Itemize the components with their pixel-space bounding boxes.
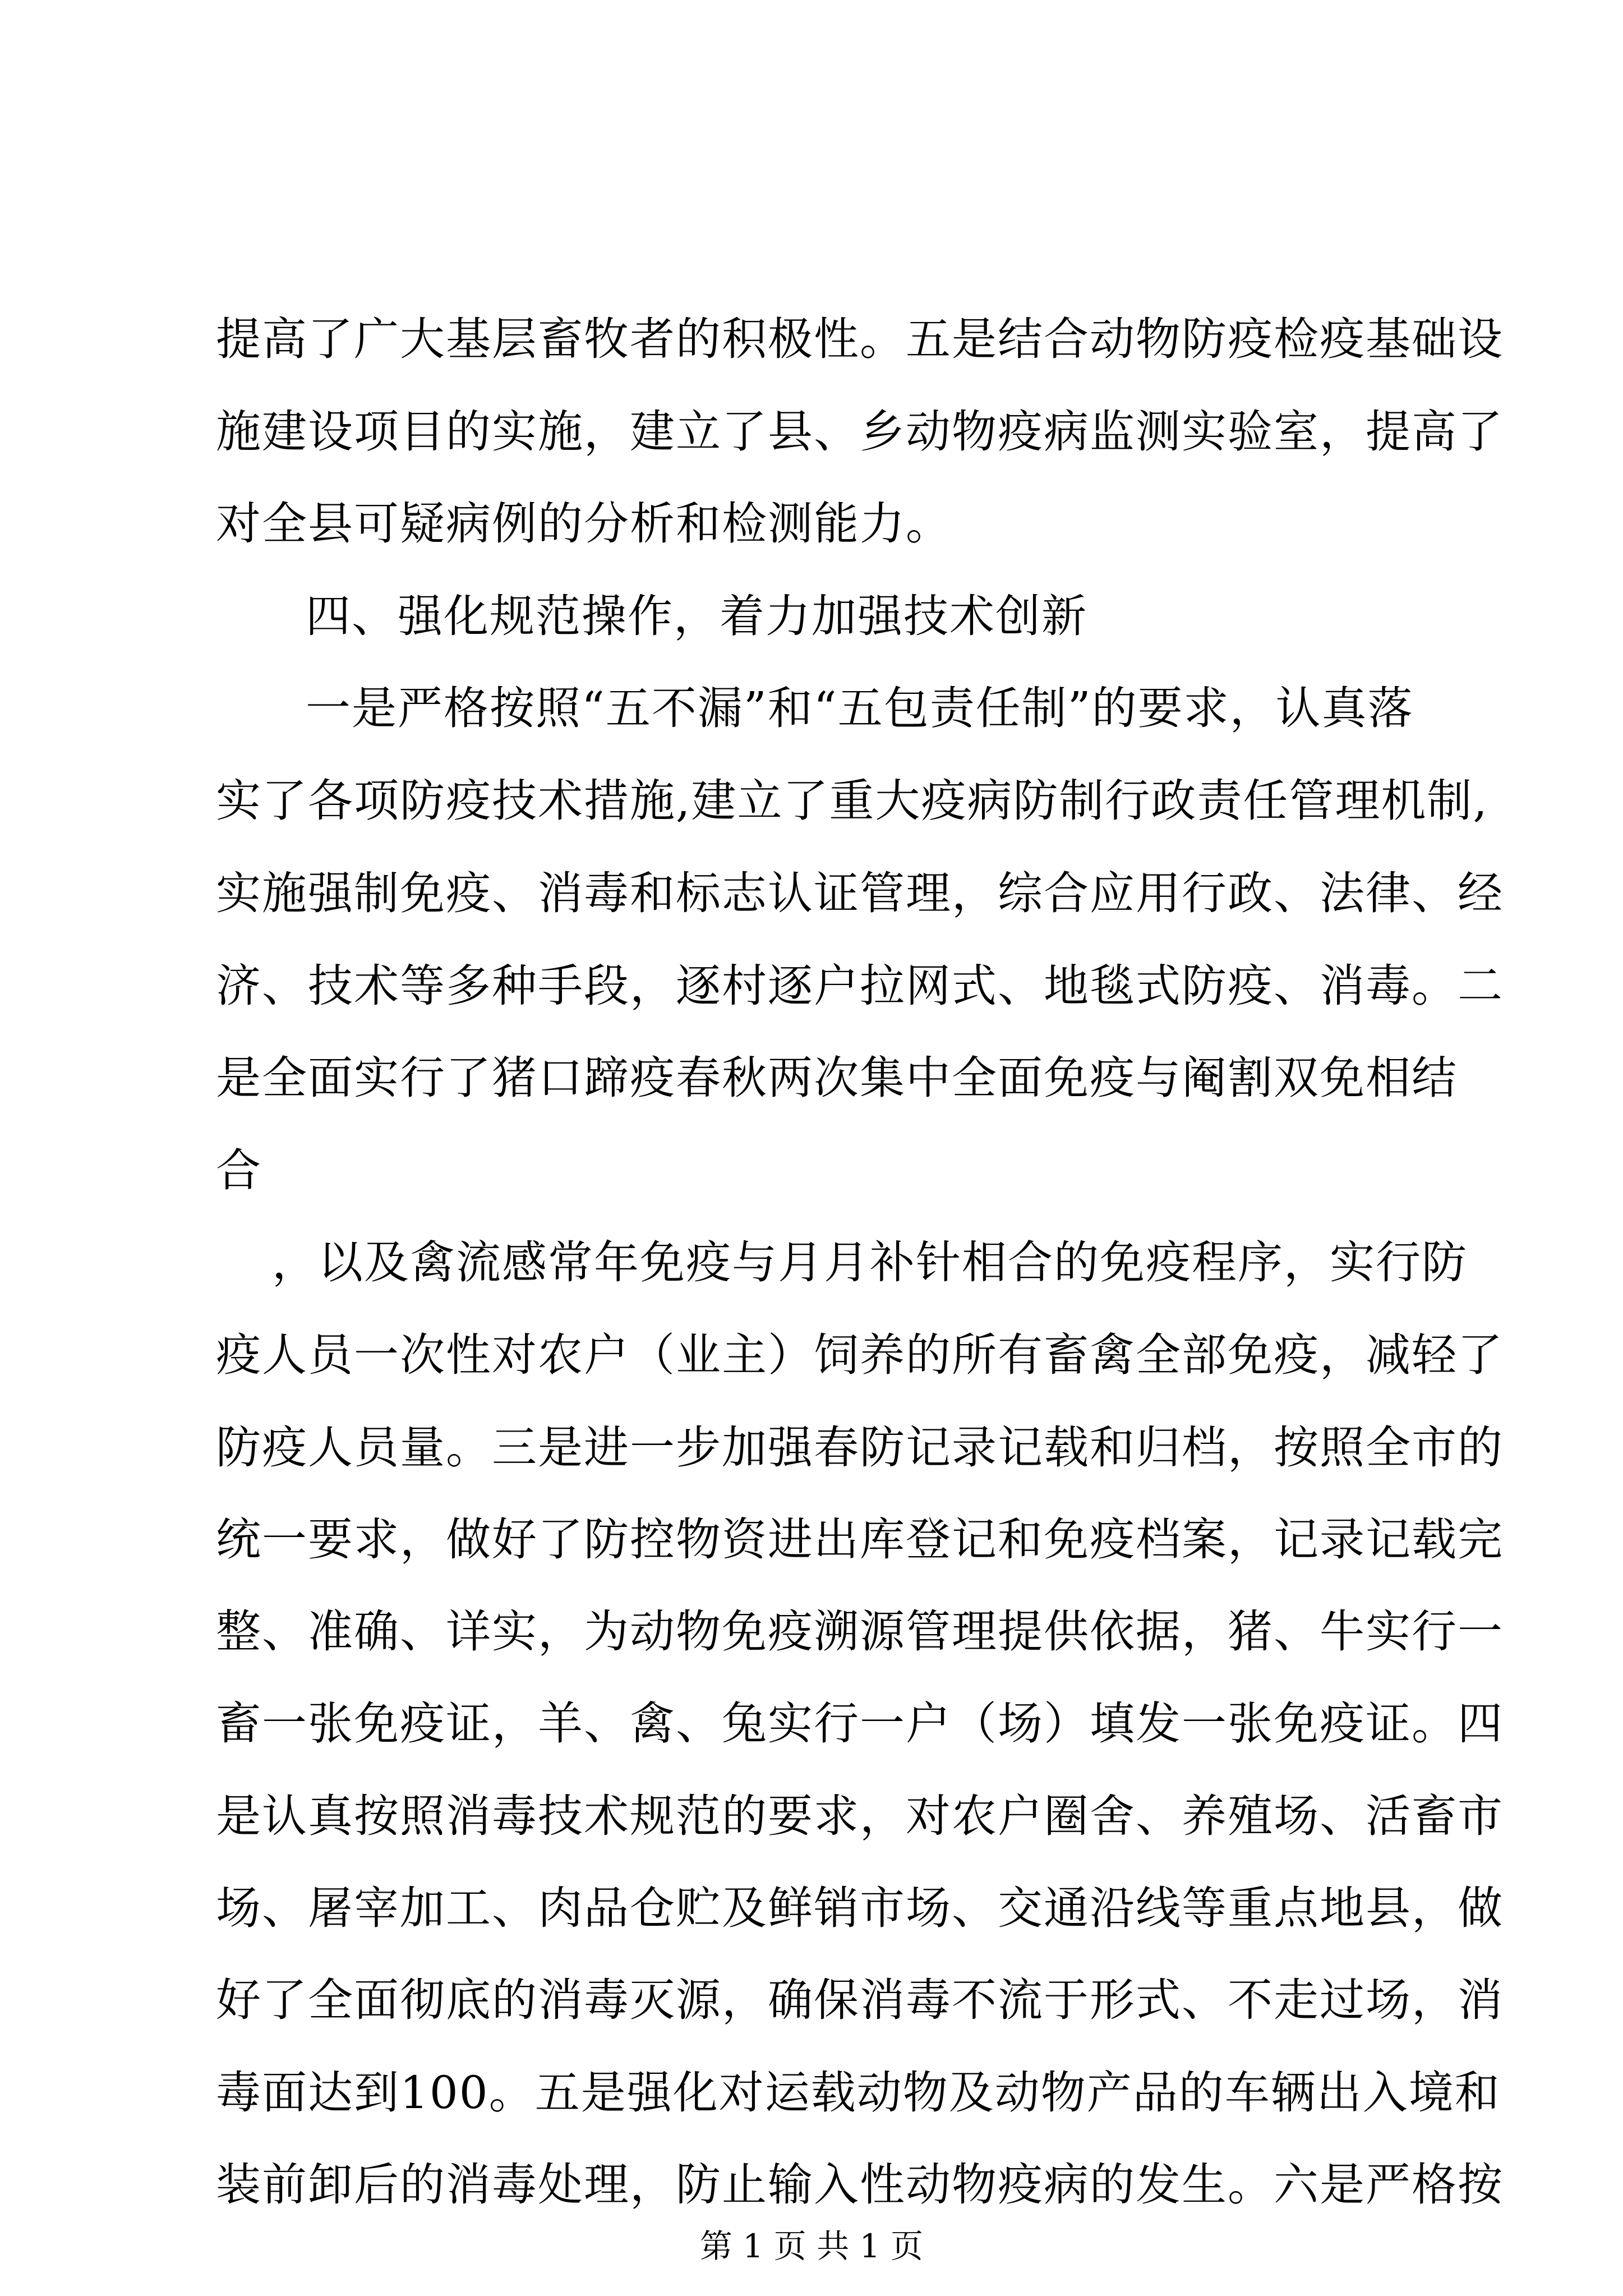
- section-heading: 四、强化规范操作，着力加强技术创新: [306, 590, 1087, 642]
- text-line: 畜一张免疫证，羊、禽、兔实行一户（场）填发一张免疫证。四: [216, 1697, 1504, 1750]
- text-line: 疫人员一次性对农户（业主）饲养的所有畜禽全部免疫，减轻了: [216, 1329, 1504, 1381]
- text-line: 对全县可疑病例的分析和检测能力。: [216, 498, 952, 550]
- text-line: 整、准确、详实，为动物免疫溯源管理提供依据，猪、牛实行一: [216, 1605, 1504, 1658]
- text-line: 防疫人员量。三是进一步加强春防记录记载和归档，按照全市的: [216, 1421, 1504, 1474]
- text-line: 好了全面彻底的消毒灭源，确保消毒不流于形式、不走过场，消: [216, 1974, 1504, 2026]
- text-line: 实了各项防疫技术措施,建立了重大疫病防制行政责任管理机制,: [216, 775, 1488, 827]
- text-line: 场、屠宰加工、肉品仓贮及鲜销市场、交通沿线等重点地县，做: [216, 1882, 1504, 1934]
- text-line: 施建设项目的实施，建立了县、乡动物疫病监测实验室，提高了: [216, 406, 1504, 458]
- text-line: 一是严格按照“五不漏”和“五包责任制”的要求，认真落: [306, 682, 1414, 734]
- text-line: 提高了广大基层畜牧者的积极性。五是结合动物防疫检疫基础设: [216, 313, 1504, 365]
- text-line: 装前卸后的消毒处理，防止输入性动物疫病的发生。六是严格按: [216, 2159, 1504, 2211]
- text-line: 实施强制免疫、消毒和标志认证管理，综合应用行政、法律、经: [216, 867, 1504, 919]
- text-line: 是全面实行了猪口蹄疫春秋两次集中全面免疫与阉割双免相结: [216, 1052, 1458, 1104]
- text-line: 是认真按照消毒技术规范的要求，对农户圈舍、养殖场、活畜市: [216, 1790, 1504, 1842]
- text-line: ，以及禽流感常年免疫与月月补针相合的免疫程序，实行防: [272, 1236, 1468, 1289]
- text-line: 合: [216, 1144, 262, 1197]
- page-number-label: 第 1 页 共 1 页: [700, 2227, 923, 2265]
- text-line: 毒面达到100。五是强化对运载动物及动物产品的车辆出入境和: [216, 2067, 1501, 2119]
- text-line: 统一要求，做好了防控物资进出库登记和免疫档案，记录记载完: [216, 1513, 1504, 1566]
- text-line: 济、技术等多种手段，逐村逐户拉网式、地毯式防疫、消毒。二: [216, 960, 1504, 1012]
